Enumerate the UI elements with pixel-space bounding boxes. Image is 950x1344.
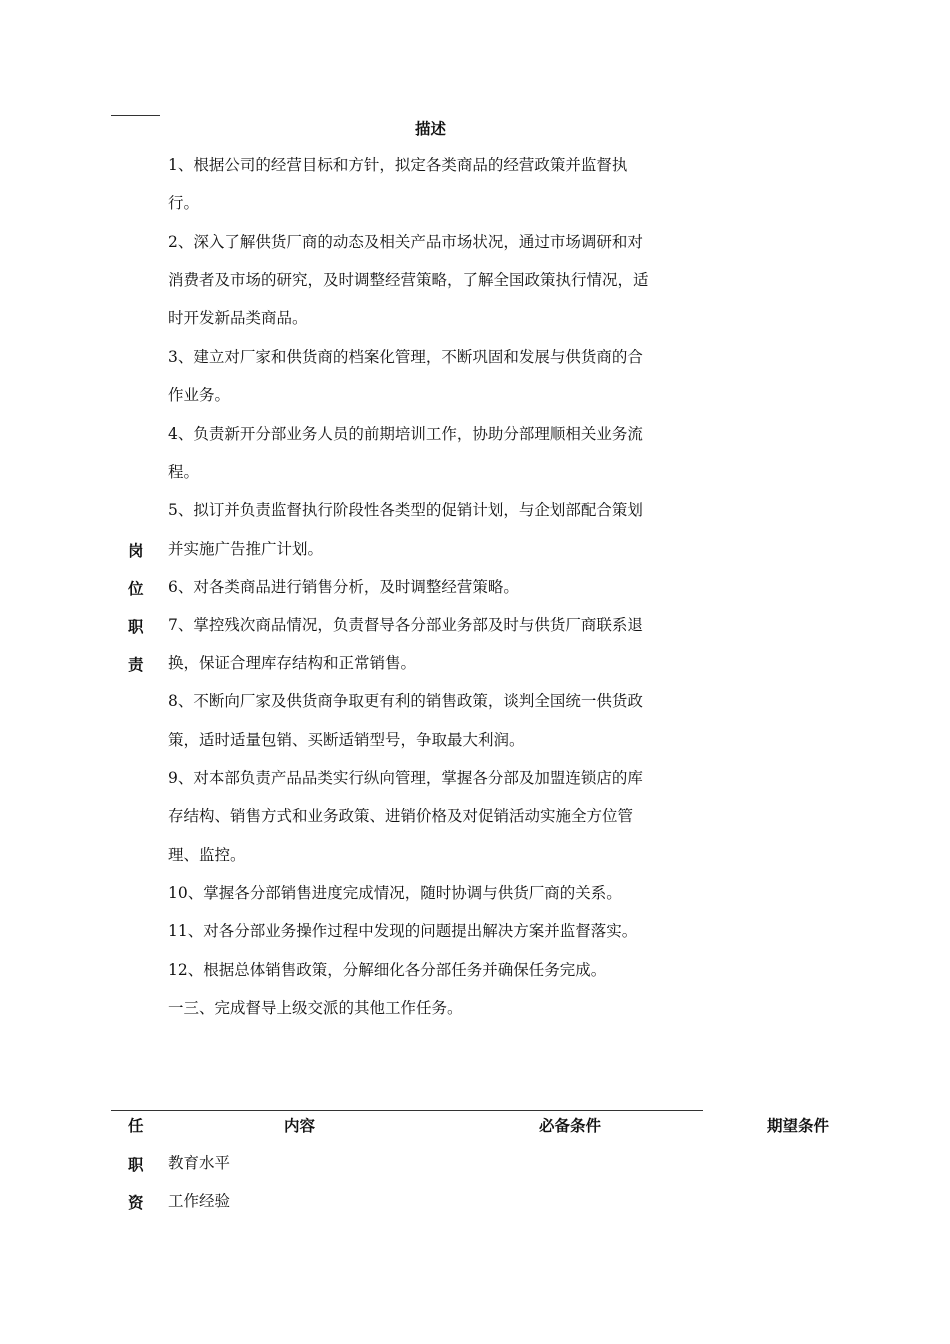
side-label-char: 位 — [128, 580, 144, 598]
duty-line: 一三、完成督导上级交派的其他工作任务。 — [168, 999, 463, 1017]
side-label-char: 资 — [128, 1194, 144, 1212]
duty-line: 时开发新品类商品。 — [168, 309, 308, 327]
duty-line: 8、不断向厂家及供货商争取更有利的销售政策，谈判全国统一供货政 — [168, 692, 643, 710]
top-left-rule — [111, 115, 160, 116]
column-header-expected: 期望条件 — [767, 1117, 830, 1135]
duty-line: 行。 — [168, 194, 200, 212]
qualification-row-label: 工作经验 — [168, 1192, 231, 1210]
duty-line: 并实施广告推广计划。 — [168, 540, 324, 558]
duty-line: 3、建立对厂家和供货商的档案化管理，不断巩固和发展与供货商的合 — [168, 348, 643, 366]
duty-line: 10、掌握各分部销售进度完成情况，随时协调与供货厂商的关系。 — [168, 884, 622, 902]
side-label-char: 责 — [128, 656, 144, 674]
duty-line: 存结构、销售方式和业务政策、进销价格及对促销活动实施全方位管 — [168, 807, 634, 825]
duty-line: 11、对各分部业务操作过程中发现的问题提出解决方案并监督落实。 — [168, 922, 638, 940]
duty-line: 程。 — [168, 463, 200, 481]
side-label-char: 职 — [128, 618, 144, 636]
duty-line: 1、根据公司的经营目标和方针，拟定各类商品的经营政策并监督执 — [168, 156, 628, 174]
duty-line: 7、掌控残次商品情况，负责督导各分部业务部及时与供货厂商联系退 — [168, 616, 643, 634]
side-label-char: 岗 — [128, 542, 144, 560]
side-label-char: 职 — [128, 1156, 144, 1174]
table-rule — [111, 1110, 703, 1111]
duty-line: 消费者及市场的研究，及时调整经营策略，了解全国政策执行情况，适 — [168, 271, 649, 289]
qualification-row-label: 教育水平 — [168, 1154, 231, 1172]
side-label-char: 任 — [128, 1117, 144, 1135]
duty-line: 换，保证合理库存结构和正常销售。 — [168, 654, 417, 672]
description-heading: 描述 — [415, 120, 447, 138]
column-header-required: 必备条件 — [539, 1117, 602, 1135]
duty-line: 9、对本部负责产品品类实行纵向管理，掌握各分部及加盟连锁店的库 — [168, 769, 643, 787]
duty-line: 作业务。 — [168, 386, 231, 404]
duty-line: 5、拟订并负责监督执行阶段性各类型的促销计划，与企划部配合策划 — [168, 501, 643, 519]
duty-line: 6、对各类商品进行销售分析，及时调整经营策略。 — [168, 578, 519, 596]
duty-line: 理、监控。 — [168, 846, 246, 864]
duty-line: 2、深入了解供货厂商的动态及相关产品市场状况，通过市场调研和对 — [168, 233, 643, 251]
duty-line: 12、根据总体销售政策，分解细化各分部任务并确保任务完成。 — [168, 961, 607, 979]
duty-line: 策，适时适量包销、买断适销型号，争取最大利润。 — [168, 731, 525, 749]
column-header-content: 内容 — [284, 1117, 316, 1135]
duty-line: 4、负责新开分部业务人员的前期培训工作，协助分部理顺相关业务流 — [168, 425, 643, 443]
